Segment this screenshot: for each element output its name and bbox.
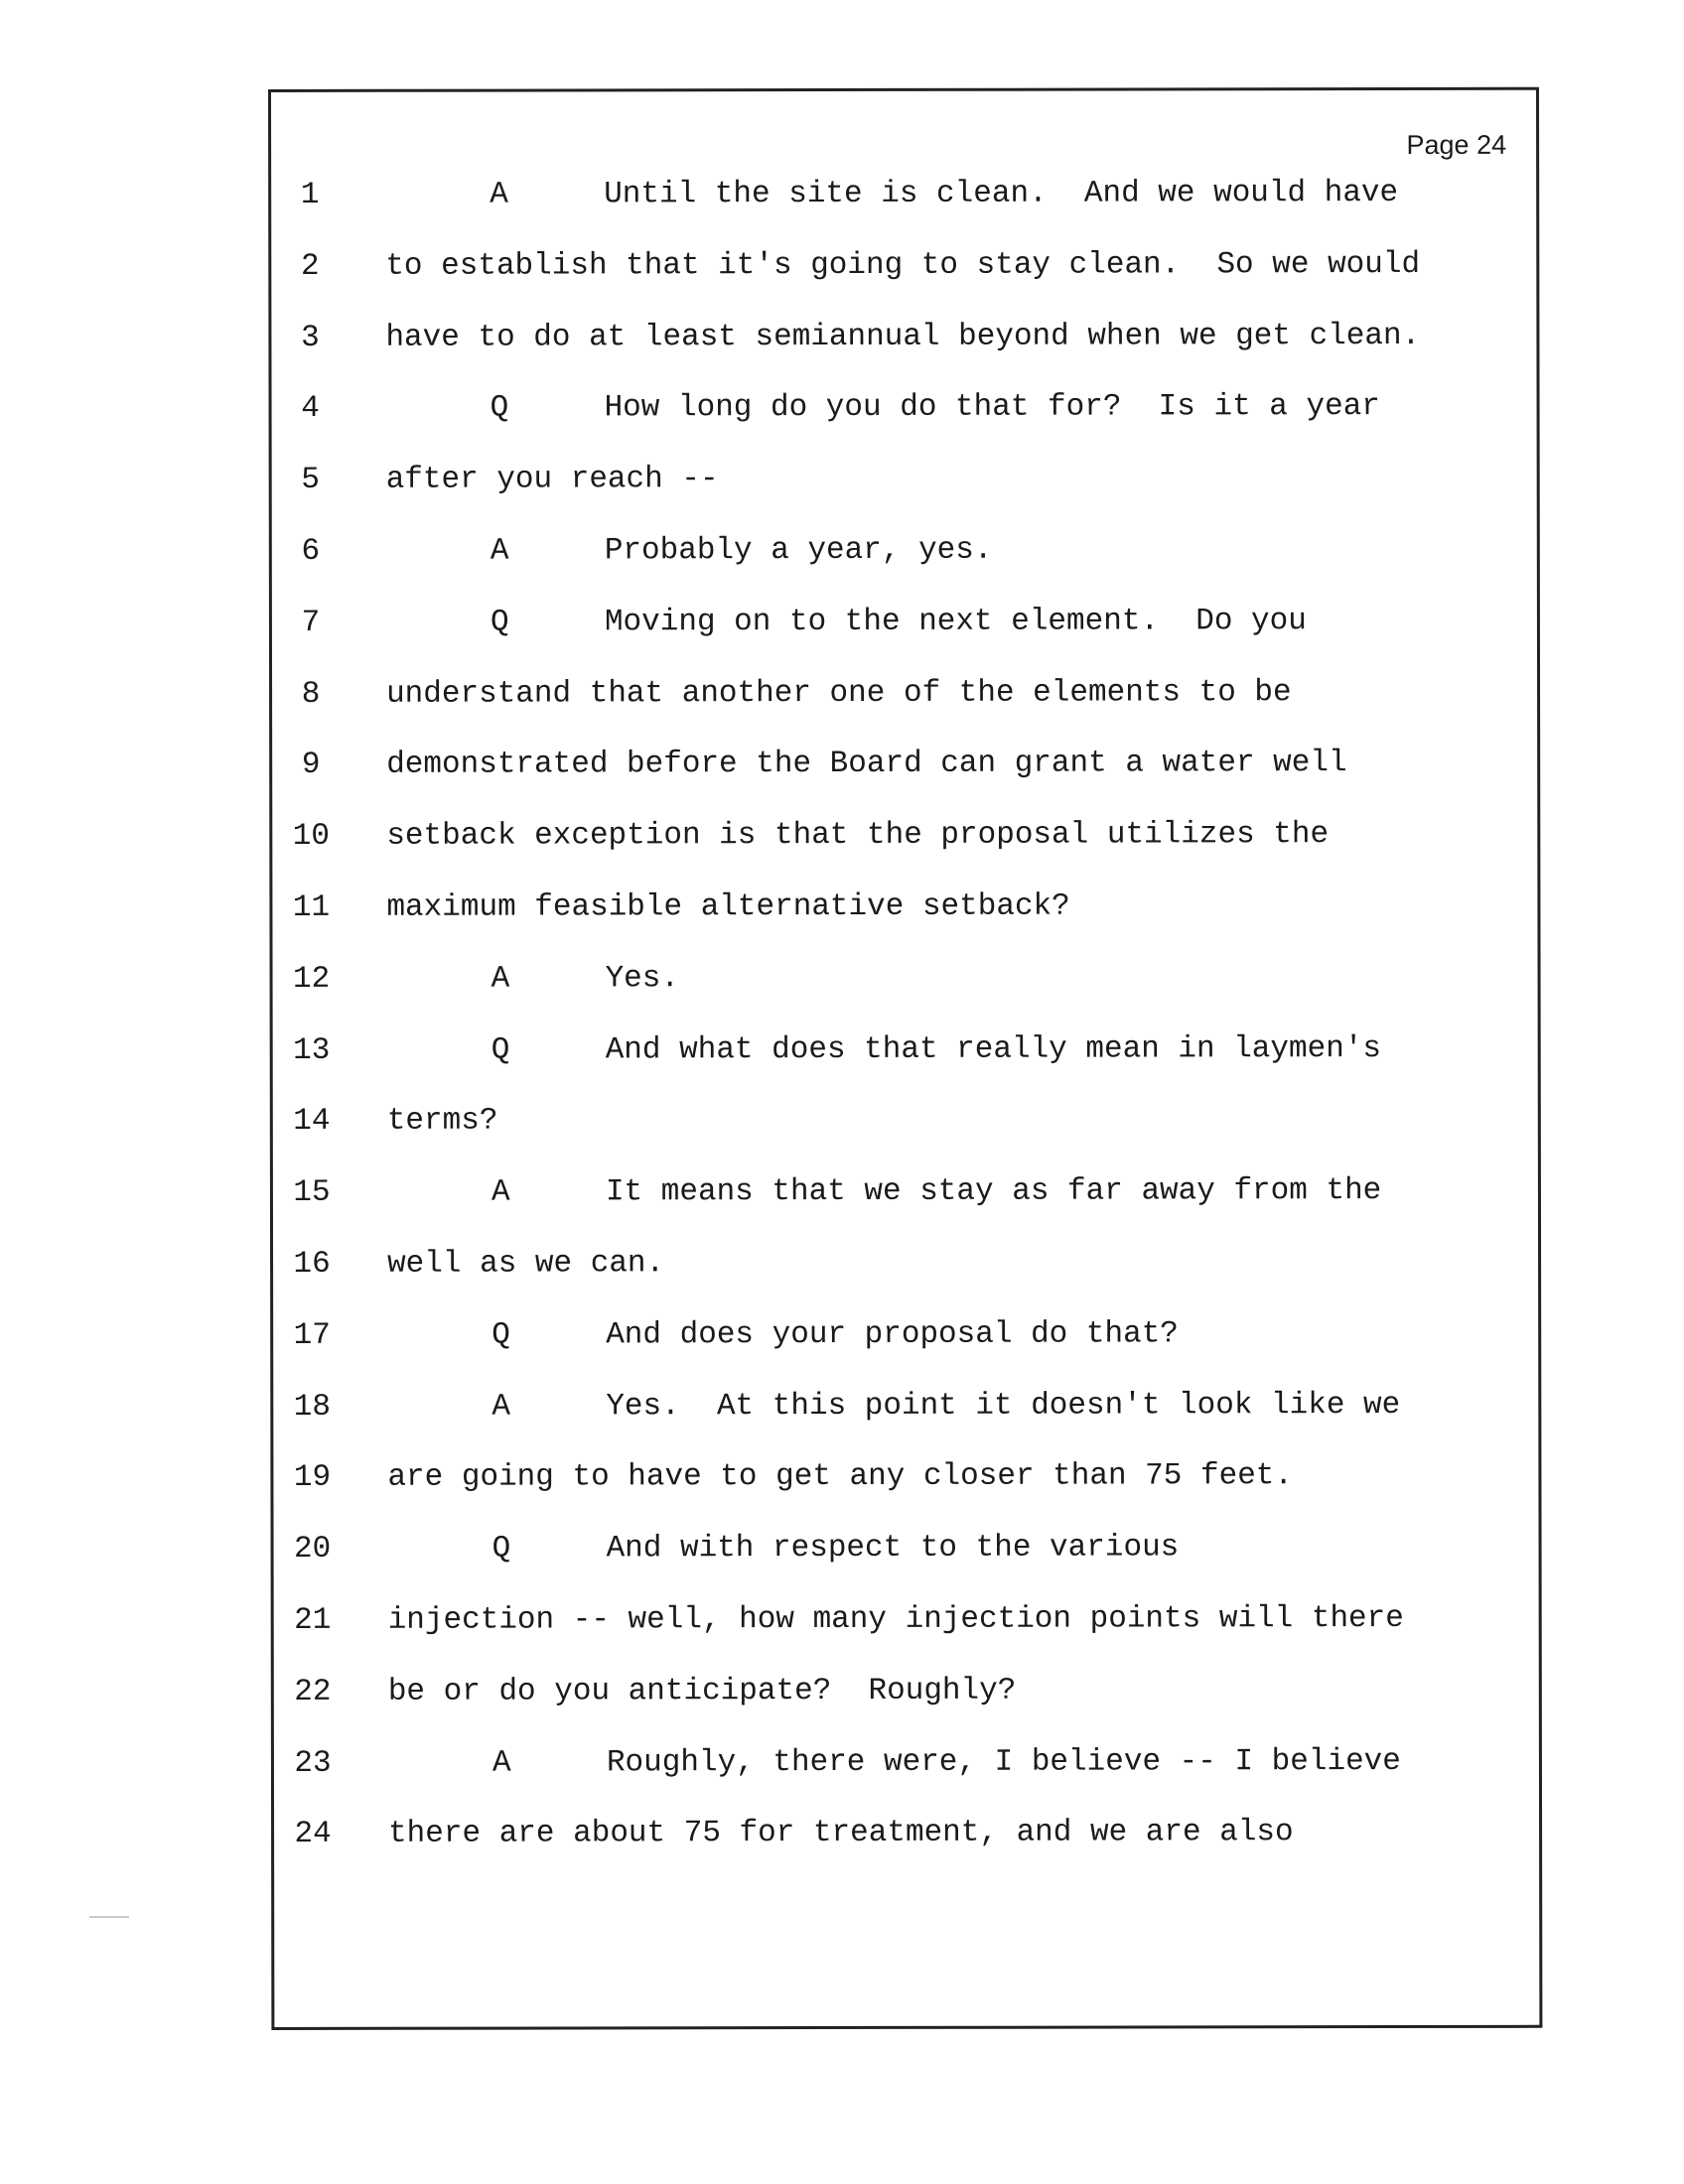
line-text: demonstrated before the Board can grant a water well xyxy=(386,746,1347,783)
line-number: 3 xyxy=(301,320,320,355)
transcript-line xyxy=(272,728,1537,801)
line-number: 13 xyxy=(293,1032,331,1068)
transcript-page-frame xyxy=(268,87,1542,2030)
transcript-line xyxy=(271,371,1536,445)
line-text: there are about 75 for treatment, and we are also xyxy=(388,1815,1294,1852)
line-number: 4 xyxy=(301,391,320,427)
line-number: 15 xyxy=(293,1175,331,1211)
transcript-line xyxy=(272,443,1537,516)
line-number: 24 xyxy=(294,1817,332,1852)
page-number: Page 24 xyxy=(1406,129,1507,160)
line-text: after you reach -- xyxy=(385,462,719,497)
transcript-line xyxy=(271,300,1536,373)
transcript-line xyxy=(272,799,1537,873)
transcript-line xyxy=(272,656,1537,730)
transcript-line xyxy=(272,514,1537,588)
transcript-line xyxy=(274,1725,1539,1799)
speaker-label: A xyxy=(491,961,510,997)
line-number: 7 xyxy=(301,605,321,640)
speaker-label: Q xyxy=(491,1317,510,1353)
line-text: be or do you anticipate? Roughly? xyxy=(387,1673,1017,1709)
line-number: 11 xyxy=(292,889,331,925)
speaker-label: Q xyxy=(490,390,509,427)
transcript-line xyxy=(274,1512,1539,1585)
line-text: Moving on to the next element. Do you xyxy=(604,603,1307,640)
line-text: Yes. At this point it doesn't look like we xyxy=(606,1387,1401,1424)
transcript-line xyxy=(273,1156,1538,1229)
transcript-line xyxy=(273,1298,1538,1372)
line-number: 9 xyxy=(301,748,321,783)
line-text: How long do you do that for? Is it a year xyxy=(604,389,1380,426)
line-text: Yes. xyxy=(605,961,680,997)
line-number: 20 xyxy=(293,1532,332,1568)
line-number: 22 xyxy=(294,1674,332,1709)
speaker-label: Q xyxy=(491,1032,510,1068)
line-number: 19 xyxy=(293,1460,332,1496)
speaker-label: A xyxy=(491,1389,510,1425)
line-text: maximum feasible alternative setback? xyxy=(386,888,1070,925)
transcript-line xyxy=(271,158,1536,231)
transcript-line xyxy=(272,586,1537,659)
line-number: 23 xyxy=(294,1745,332,1781)
line-number: 2 xyxy=(300,248,320,284)
line-number: 16 xyxy=(293,1246,331,1282)
line-text: And does your proposal do that? xyxy=(606,1316,1179,1353)
speaker-label: A xyxy=(490,533,509,569)
transcript-line xyxy=(274,1655,1539,1728)
line-text: to establish that it's going to stay clean. So we would xyxy=(385,246,1421,284)
line-text: It means that we stay as far away from the xyxy=(605,1173,1382,1210)
line-number: 21 xyxy=(294,1602,332,1638)
line-text: understand that another one of the elements to be xyxy=(386,674,1292,712)
line-text: And what does that really mean in laymen's xyxy=(605,1030,1382,1067)
line-number: 10 xyxy=(292,819,330,855)
transcript-lines xyxy=(271,158,1539,1870)
transcript-line xyxy=(273,1227,1538,1300)
line-number: 17 xyxy=(293,1317,331,1353)
transcript-line xyxy=(272,871,1537,944)
line-number: 14 xyxy=(293,1104,331,1140)
line-text: injection -- well, how many injection points will there xyxy=(387,1600,1404,1638)
line-text: And with respect to the various xyxy=(606,1530,1180,1567)
line-text: Probably a year, yes. xyxy=(604,532,993,569)
speaker-label: A xyxy=(490,177,508,212)
speaker-label: A xyxy=(491,1174,510,1210)
transcript-line xyxy=(273,1013,1538,1086)
line-number: 6 xyxy=(301,533,321,569)
transcript-line xyxy=(273,942,1538,1016)
transcript-line xyxy=(273,1440,1538,1514)
line-number: 1 xyxy=(300,177,320,212)
transcript-line xyxy=(273,1084,1538,1158)
line-number: 18 xyxy=(293,1389,331,1425)
line-number: 8 xyxy=(301,676,321,712)
line-text: setback exception is that the proposal utilizes the xyxy=(386,817,1330,854)
line-text: Until the site is clean. And we would have xyxy=(604,176,1399,212)
transcript-line xyxy=(273,1369,1538,1442)
line-text: well as we can. xyxy=(387,1246,665,1282)
line-number: 5 xyxy=(301,463,321,498)
transcript-line xyxy=(274,1583,1539,1657)
transcript-line xyxy=(274,1797,1539,1870)
line-text: terms? xyxy=(386,1103,498,1140)
line-text: Roughly, there were, I believe -- I believe xyxy=(606,1743,1401,1780)
line-number: 12 xyxy=(292,961,331,997)
line-text: are going to have to get any closer than 75 feet. xyxy=(387,1458,1294,1496)
speaker-label: A xyxy=(491,1745,511,1781)
scan-artifact-mark xyxy=(89,1916,129,1918)
line-text: have to do at least semiannual beyond when we get clean. xyxy=(385,318,1421,355)
speaker-label: Q xyxy=(490,605,509,640)
speaker-label: Q xyxy=(491,1531,511,1567)
transcript-line xyxy=(271,229,1536,303)
